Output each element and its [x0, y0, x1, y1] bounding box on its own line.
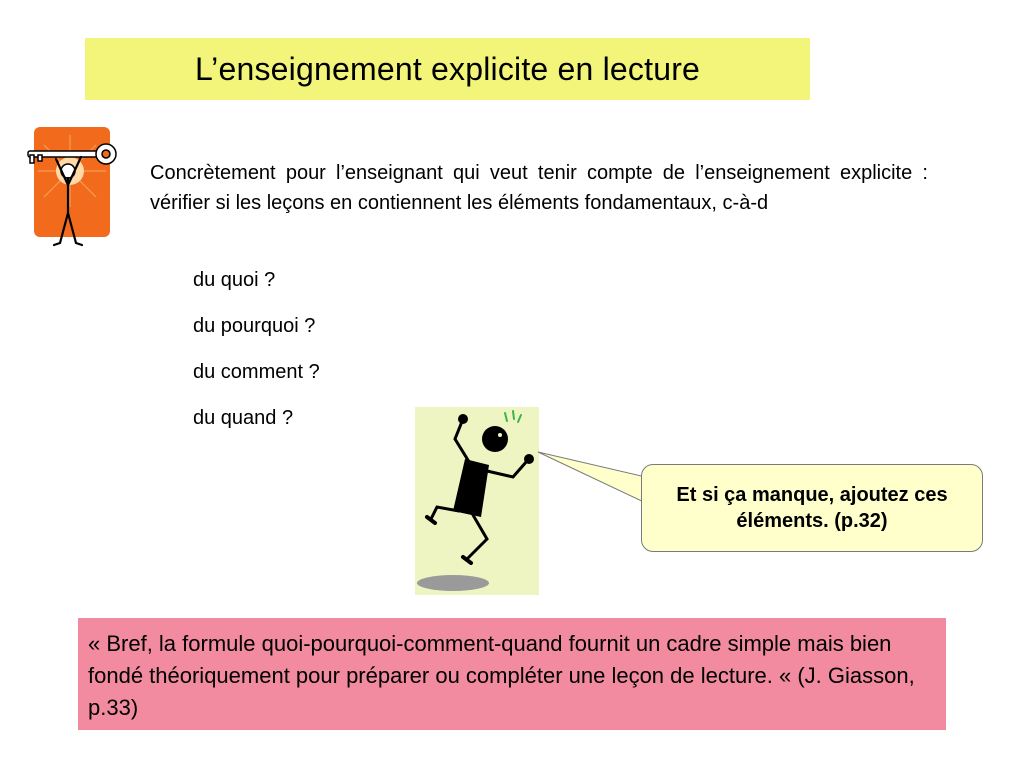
intro-paragraph: Concrètement pour l’enseignant qui veut tenir compte de l’enseignement explicite : vérifier si les leçons en contiennent les éléments fondamentaux, c-à-d	[150, 162, 928, 214]
bubble-text: Et si ça manque, ajoutez ces éléments. (p.32)	[676, 484, 948, 532]
key-man-icon	[26, 125, 118, 250]
question-pourquoi: du pourquoi ?	[193, 315, 316, 337]
title-box	[85, 38, 810, 100]
speech-bubble	[641, 464, 983, 552]
question-comment: du comment ?	[193, 361, 320, 383]
quote-box: « Bref, la formule quoi-pourquoi-comment-quand fournit un cadre simple mais bien fondé théoriquement pour préparer ou compléter une leçon de lecture. « (J. Giasson, p.33)	[78, 618, 946, 730]
slide-title: L’enseignement explicite en lecture	[194, 50, 701, 87]
question-quoi: du quoi ?	[193, 269, 276, 291]
question-quand: du quand ?	[193, 407, 294, 429]
